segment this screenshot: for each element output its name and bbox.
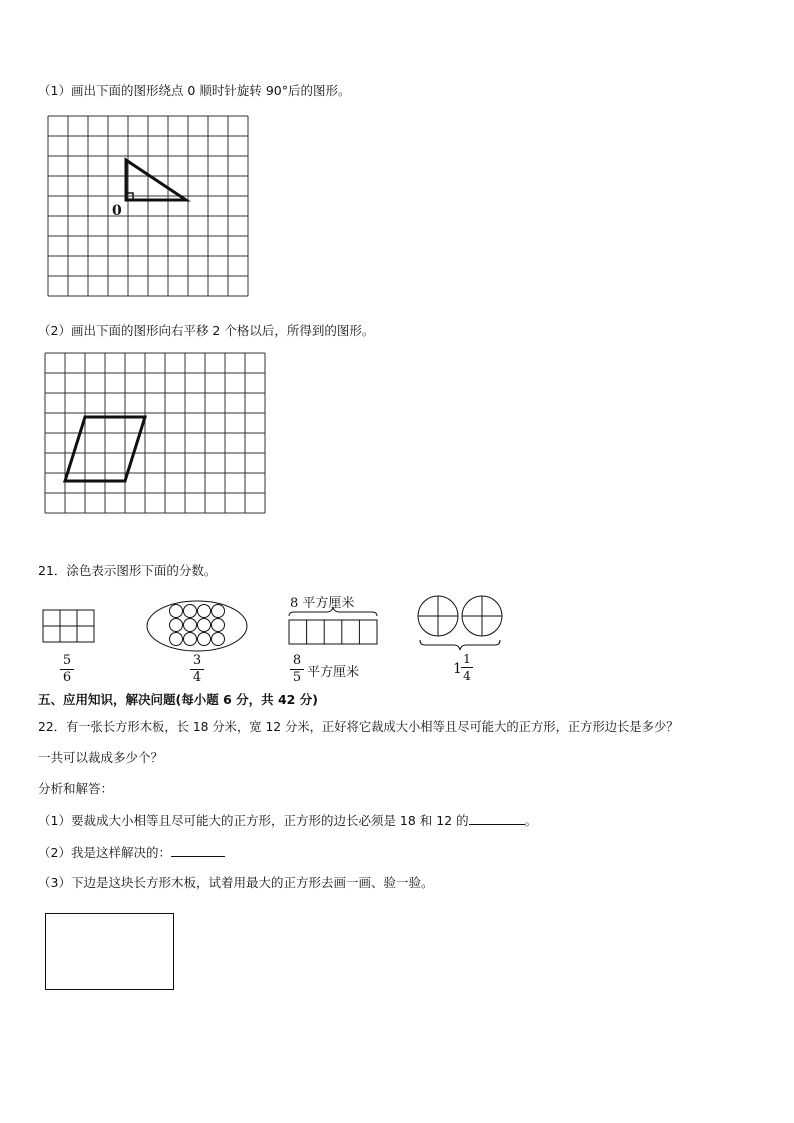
- fraction-eight-fifths: [290, 654, 304, 685]
- analysis-label: 分析和解答：: [38, 781, 114, 796]
- q21-title: 21．涂色表示图形下面的分数。: [38, 563, 217, 578]
- two-quartered-circles: [418, 596, 502, 650]
- five-part-strip: [289, 607, 377, 644]
- fraction-five-sixths: [60, 654, 74, 685]
- small-circle: [184, 633, 197, 646]
- q22-line2: 一共可以裁成多少个？: [38, 750, 164, 765]
- q22-sub1-text: （1）要裁成大小相等且尽可能大的正方形，正方形的边长必须是 18 和 12 的: [38, 813, 469, 828]
- small-circle: [198, 633, 211, 646]
- fraction-numerator: 8: [292, 653, 302, 668]
- small-circle: [184, 605, 197, 618]
- wood-board-rectangle[interactable]: [45, 913, 174, 990]
- six-part-rectangle: [43, 610, 94, 642]
- section-heading: 五、应用知识，解决问题(每小题 6 分，共 42 分): [38, 692, 318, 707]
- small-circle: [170, 633, 183, 646]
- q22-sub2: [38, 844, 225, 861]
- small-circle: [198, 605, 211, 618]
- q22-line1: 22．有一张长方形木板，长 18 分米，宽 12 分米，正好将它裁成大小相等且尽可能大的正方形，正方形边长是多少？: [38, 720, 679, 734]
- fraction-numerator: 5: [62, 653, 72, 668]
- ellipse-with-twelve-circles: [147, 601, 247, 651]
- answer-blank-2[interactable]: [171, 844, 225, 857]
- q22-sub1: [38, 812, 537, 829]
- fraction-numerator: 3: [192, 653, 202, 668]
- q22-sub3: （3）下边是这块长方形木板，试着用最大的正方形去画一画、验一验。: [38, 875, 434, 890]
- strip-area-label: 8 平方厘米: [290, 596, 355, 611]
- small-circle: [170, 605, 183, 618]
- small-circle: [212, 619, 225, 632]
- q22-sub2-text: （2）我是这样解决的：: [38, 845, 171, 860]
- answer-blank-1[interactable]: [469, 812, 525, 825]
- fraction-denominator: 5: [292, 670, 302, 685]
- rotation-point-label: 0: [112, 203, 122, 219]
- fraction-one-fourth: [461, 652, 473, 683]
- small-circle: [170, 619, 183, 632]
- fraction-denominator: 4: [463, 669, 471, 683]
- fraction-denominator: 6: [62, 670, 72, 685]
- q22-sub1-end: 。: [524, 813, 538, 828]
- small-circle: [198, 619, 211, 632]
- small-circle: [184, 619, 197, 632]
- mixed-number-whole: 1: [453, 661, 462, 677]
- fraction-three-fourths: [190, 654, 204, 685]
- fraction-denominator: 4: [192, 670, 202, 685]
- q20-part1-text: （1）画出下面的图形绕点 0 顺时针旋转 90°后的图形。: [38, 83, 351, 98]
- fraction-unit-label: 平方厘米: [307, 665, 360, 680]
- small-circle: [212, 633, 225, 646]
- small-circle: [212, 605, 225, 618]
- fraction-numerator: 1: [463, 652, 471, 666]
- q20-part2-text: （2）画出下面的图形向右平移 2 个格以后，所得到的图形。: [38, 323, 375, 338]
